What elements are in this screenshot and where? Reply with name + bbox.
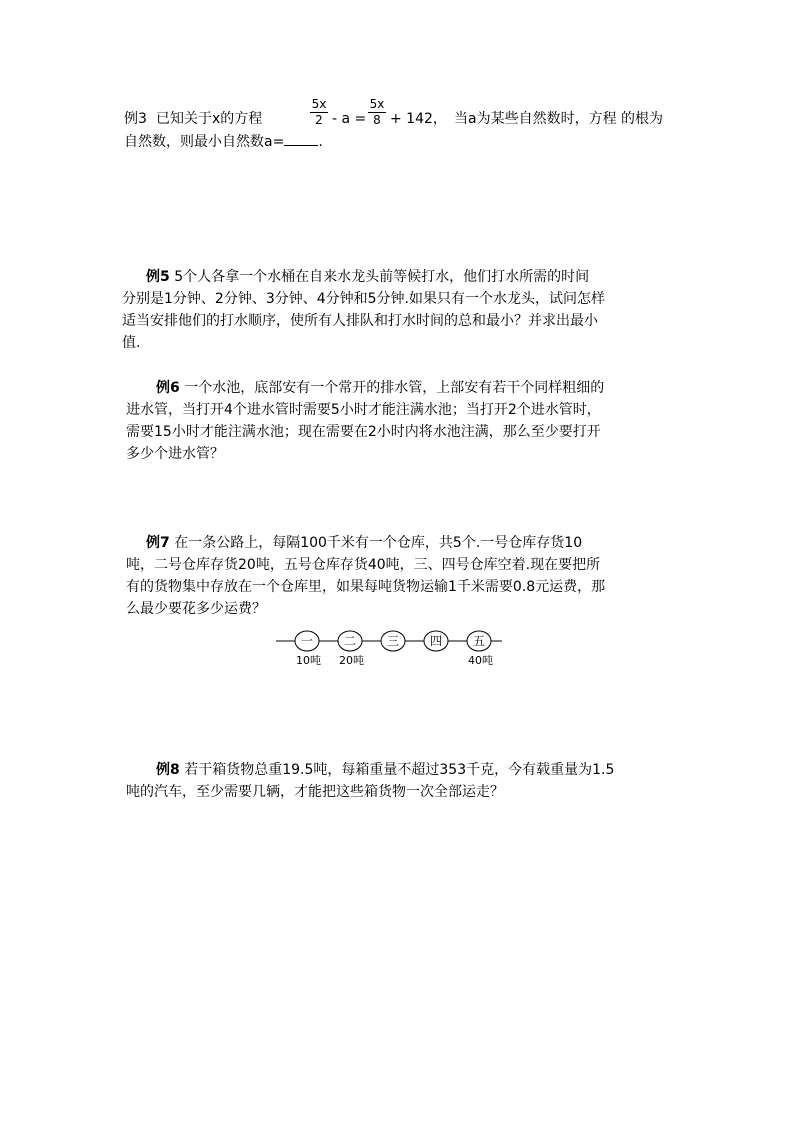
fraction-5x-over-2 (310, 97, 328, 128)
example-5-line-4: 值. (122, 335, 141, 351)
example-6-line-1 (156, 377, 676, 399)
example-7-line-3: 有的货物集中存放在一个仓库里，如果每吨货物运输1千米需要0.8元运费，那 (126, 579, 606, 595)
example-3-line-2 (124, 131, 323, 153)
example-8 (126, 759, 686, 803)
example-5-line-1 (146, 266, 686, 288)
warehouse-1-label: 一 (300, 634, 313, 648)
example-7-label: 例7 (146, 535, 170, 551)
warehouse-2-stock: 20吨 (339, 654, 364, 667)
example-7-text: 在一条公路上，每隔100千米有一个仓库，共5个.一号仓库存货10 (174, 535, 583, 551)
example-5 (122, 266, 686, 354)
example-3-label: 例3 (124, 111, 147, 127)
warehouse-5-label: 五 (472, 634, 485, 648)
example-3-text-a: 已知关于x的方程 (156, 111, 263, 127)
example-5-line-3: 适当安排他们的打水顺序，使所有人排队和打水时间的总和最小？并求出最小 (122, 313, 598, 329)
example-3-line-2-text: 自然数，则最小自然数a= (124, 134, 285, 150)
example-3-minus-a: - a = (332, 111, 367, 127)
warehouse-3-label: 三 (386, 634, 399, 648)
fraction-numerator: 5x (369, 97, 385, 111)
warehouse-2-label: 二 (343, 634, 356, 648)
example-6 (126, 377, 676, 465)
example-8-line-2: 吨的汽车，至少需要几辆，才能把这些箱货物一次全部运走？ (126, 784, 504, 800)
example-7-line-1 (146, 532, 686, 554)
example-7-line-2: 吨，二号仓库存货20吨，五号仓库存货40吨，三、四号仓库空着.现在要把所 (126, 557, 601, 573)
example-5-text: 5个人各拿一个水桶在自来水龙头前等候打水，他们打水所需的时间 (174, 269, 590, 285)
example-6-line-2: 进水管，当打开4个进水管时需要5小时才能注满水池；当打开2个进水管时， (126, 402, 601, 418)
example-5-line-2: 分别是1分钟、2分钟、3分钟、4分钟和5分钟.如果只有一个水龙头，试问怎样 (122, 291, 605, 307)
example-3-plus-const: + 142， (390, 111, 447, 127)
example-8-label: 例8 (156, 762, 180, 778)
fraction-denominator: 8 (373, 113, 381, 127)
example-7-line-4: 么最少要花多少运费？ (126, 601, 266, 617)
fraction-5x-over-8 (368, 97, 386, 128)
example-6-text: 一个水池，底部安有一个常开的排水管，上部安有若干个同样粗细的 (184, 380, 605, 396)
fraction-numerator: 5x (311, 97, 327, 111)
warehouse-5-stock: 40吨 (468, 654, 493, 667)
warehouse-4-label: 四 (429, 634, 442, 648)
example-8-line-1 (156, 759, 686, 781)
example-6-line-3: 需要15小时才能注满水池；现在需要在2小时内将水池注满，那么至少要打开 (126, 424, 601, 440)
example-5-label: 例5 (146, 269, 170, 285)
fraction-denominator: 2 (315, 113, 323, 127)
example-7 (126, 532, 686, 620)
example-3-line-2-end: . (318, 134, 323, 150)
example-6-line-4: 多少个进水管？ (126, 446, 224, 462)
example-8-text: 若干箱货物总重19.5吨，每箱重量不超过353千克，今有载重量为1.5 (184, 762, 615, 778)
warehouse-road-diagram (276, 628, 506, 674)
answer-blank (284, 131, 318, 146)
warehouse-1-stock: 10吨 (296, 654, 321, 667)
example-3-text-b: 当a为某些自然数时，方程 的根为 (454, 111, 664, 127)
example-6-label: 例6 (156, 380, 180, 396)
